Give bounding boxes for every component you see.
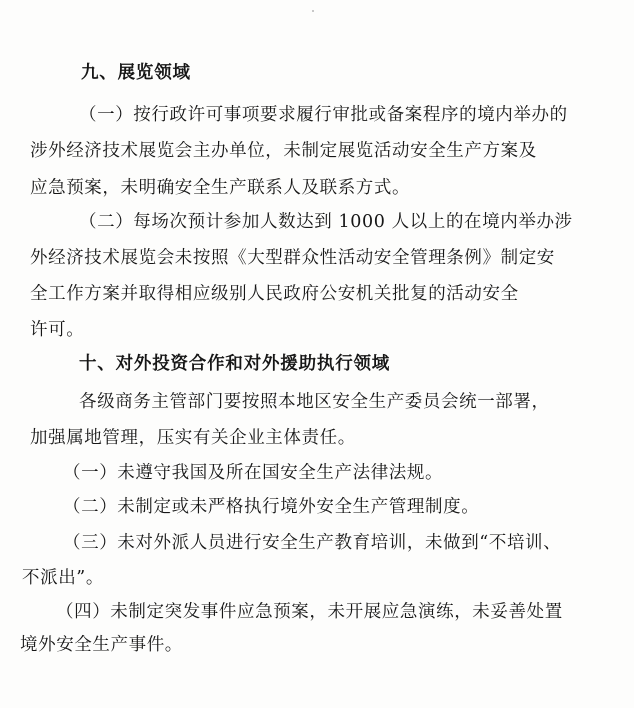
section-9-item-1-line-3: 应急预案，未明确安全生产联系人及联系方式。 — [30, 178, 411, 198]
section-10-heading: 十、对外投资合作和对外援助执行领域 — [79, 354, 391, 374]
section-10-item-1: （一）未遵守我国及所在国安全生产法律法规。 — [63, 463, 444, 483]
section-9-heading: 九、展览领域 — [81, 63, 191, 83]
section-10-item-4-line-1: （四）未制定突发事件应急预案，未开展应急演练，未妥善处置 — [56, 602, 563, 622]
scan-speck — [312, 10, 314, 12]
section-9-item-2-line-3: 全工作方案并取得相应级别人民政府公安机关批复的活动安全 — [30, 284, 519, 304]
section-10-intro-line-2: 加强属地管理，压实有关企业主体责任。 — [30, 428, 356, 448]
section-10-item-4-line-2: 境外安全生产事件。 — [20, 635, 183, 655]
section-10-intro-line-1: 各级商务主管部门要按照本地区安全生产委员会统一部署， — [79, 392, 550, 412]
section-9-item-2-line-2: 外经济技术展览会未按照《大型群众性活动安全管理条例》制定安 — [30, 248, 555, 268]
section-10-item-2: （二）未制定或未严格执行境外安全生产管理制度。 — [63, 497, 480, 517]
section-9-item-2-line-4: 许可。 — [30, 320, 85, 340]
section-10-item-3-line-1: （三）未对外派人员进行安全生产教育培训，未做到“不培训、 — [63, 533, 562, 553]
section-9-item-2-line-1: （二）每场次预计参加人数达到 1000 人以上的在境内举办涉 — [79, 212, 573, 232]
section-10-item-3-line-2: 不派出”。 — [22, 568, 104, 588]
section-9-item-1-line-1: （一）按行政许可事项要求履行审批或备案程序的境内举办的 — [79, 105, 568, 125]
section-9-item-1-line-2: 涉外经济技术展览会主办单位，未制定展览活动安全生产方案及 — [30, 141, 537, 161]
